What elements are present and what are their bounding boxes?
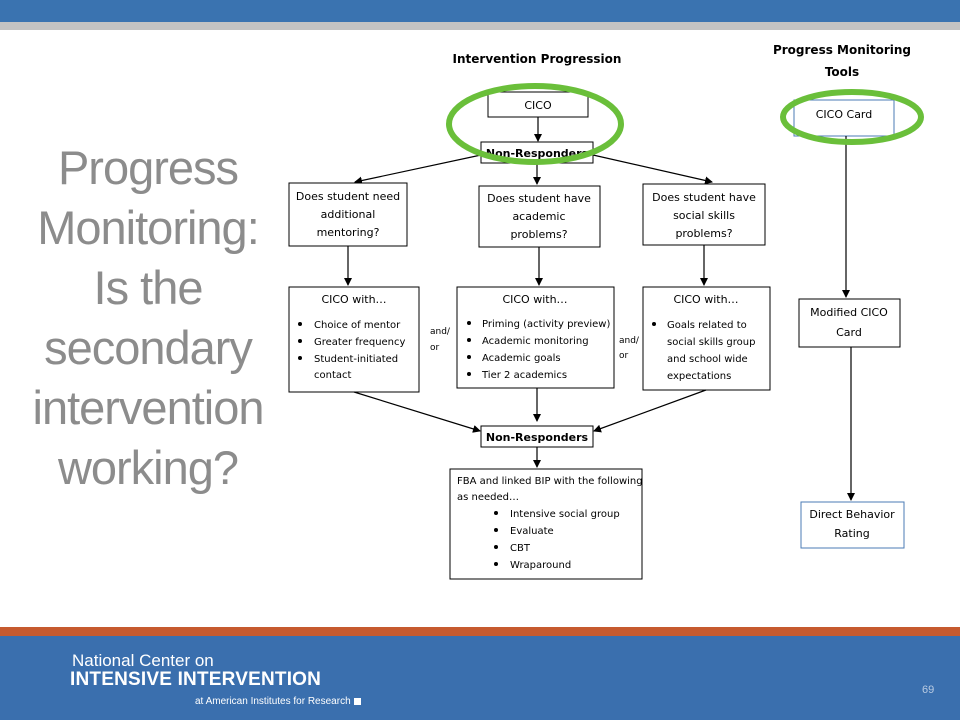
arrow <box>355 155 481 182</box>
logo-square-icon <box>354 698 361 705</box>
fba-intro: FBA and linked BIP with the following <box>457 476 643 487</box>
bullet-icon <box>467 338 471 342</box>
cico-with-item: expectations <box>667 371 732 382</box>
bullet-icon <box>467 372 471 376</box>
cico-with-item: Greater frequency <box>314 337 406 348</box>
cico-with-item: Academic goals <box>482 353 561 364</box>
arrow <box>354 392 480 431</box>
question-text: Does student need <box>295 190 401 203</box>
and-or-label: or <box>619 351 629 361</box>
cico-with-item: Goals related to <box>667 320 747 331</box>
bullet-icon <box>494 562 498 566</box>
bullet-icon <box>494 545 498 549</box>
fba-item: Wraparound <box>510 560 572 571</box>
and-or-label: and/ <box>619 336 639 346</box>
question-text: mentoring? <box>316 226 380 239</box>
title-line: Monitoring: <box>37 201 259 254</box>
cico-with-title: CICO with… <box>502 293 568 306</box>
bullet-icon <box>298 356 302 360</box>
cico-with-item: Tier 2 academics <box>482 370 568 381</box>
cico-with-item: Priming (activity preview) <box>482 319 611 330</box>
and-or-label: and/ <box>430 327 450 337</box>
bullet-icon <box>298 322 302 326</box>
cico-with-title: CICO with… <box>673 293 739 306</box>
cico-with-item: Student-initiated <box>314 354 399 365</box>
question-text: problems? <box>675 227 733 240</box>
question-text: Does student have <box>487 192 591 205</box>
bullet-icon <box>467 321 471 325</box>
title-line: Progress <box>57 141 239 194</box>
title-line: Is the <box>93 261 203 314</box>
heading-tools-line: Progress Monitoring <box>772 43 912 57</box>
non-responders-label-1: Non-Responders <box>485 147 589 160</box>
bullet-icon <box>467 355 471 359</box>
fba-item: Evaluate <box>510 526 554 537</box>
modified-cico-card-label: Card <box>836 326 862 339</box>
org-affiliation: at American Institutes for Research <box>195 696 351 707</box>
cico-with-item: contact <box>314 370 352 381</box>
bullet-icon <box>494 528 498 532</box>
cico-with-item: social skills group <box>667 337 756 348</box>
and-or-label: or <box>430 343 440 353</box>
bullet-icon <box>494 511 498 515</box>
fba-item: Intensive social group <box>510 509 620 520</box>
org-name-line2: INTENSIVE INTERVENTION <box>70 669 322 690</box>
cico-with-title: CICO with… <box>321 293 387 306</box>
title-line: secondary <box>44 321 252 374</box>
page-number: 69 <box>922 684 935 696</box>
non-responders-label-2: Non-Responders <box>485 431 589 444</box>
org-name-line1: National Center on <box>72 651 214 670</box>
bullet-icon <box>652 322 656 326</box>
cico-label: CICO <box>524 99 552 112</box>
modified-cico-card-label: Modified CICO <box>810 306 888 319</box>
direct-behavior-rating-label: Direct Behavior <box>809 508 895 521</box>
title-line: working? <box>57 441 239 494</box>
fba-intro: as needed… <box>457 492 520 503</box>
cico-with-item: Choice of mentor <box>314 320 401 331</box>
heading-intervention-progression: Intervention Progression <box>452 52 622 66</box>
footer-accent-stripe <box>0 627 960 636</box>
cico-with-item: Academic monitoring <box>482 336 589 347</box>
fba-item: CBT <box>510 543 530 554</box>
question-text: problems? <box>510 228 568 241</box>
org-name-line3 <box>195 696 361 707</box>
cico-card-label: CICO Card <box>815 108 873 121</box>
title-line: intervention <box>32 381 264 434</box>
cico-with-item: and school wide <box>667 354 748 365</box>
arrow <box>594 390 706 431</box>
question-text: social skills <box>673 209 735 222</box>
bullet-icon <box>298 339 302 343</box>
heading-tools-line: Tools <box>824 65 860 79</box>
arrow <box>593 155 712 182</box>
question-text: academic <box>512 210 566 223</box>
question-text: Does student have <box>652 191 756 204</box>
question-text: additional <box>320 208 376 221</box>
direct-behavior-rating-label: Rating <box>834 527 870 540</box>
